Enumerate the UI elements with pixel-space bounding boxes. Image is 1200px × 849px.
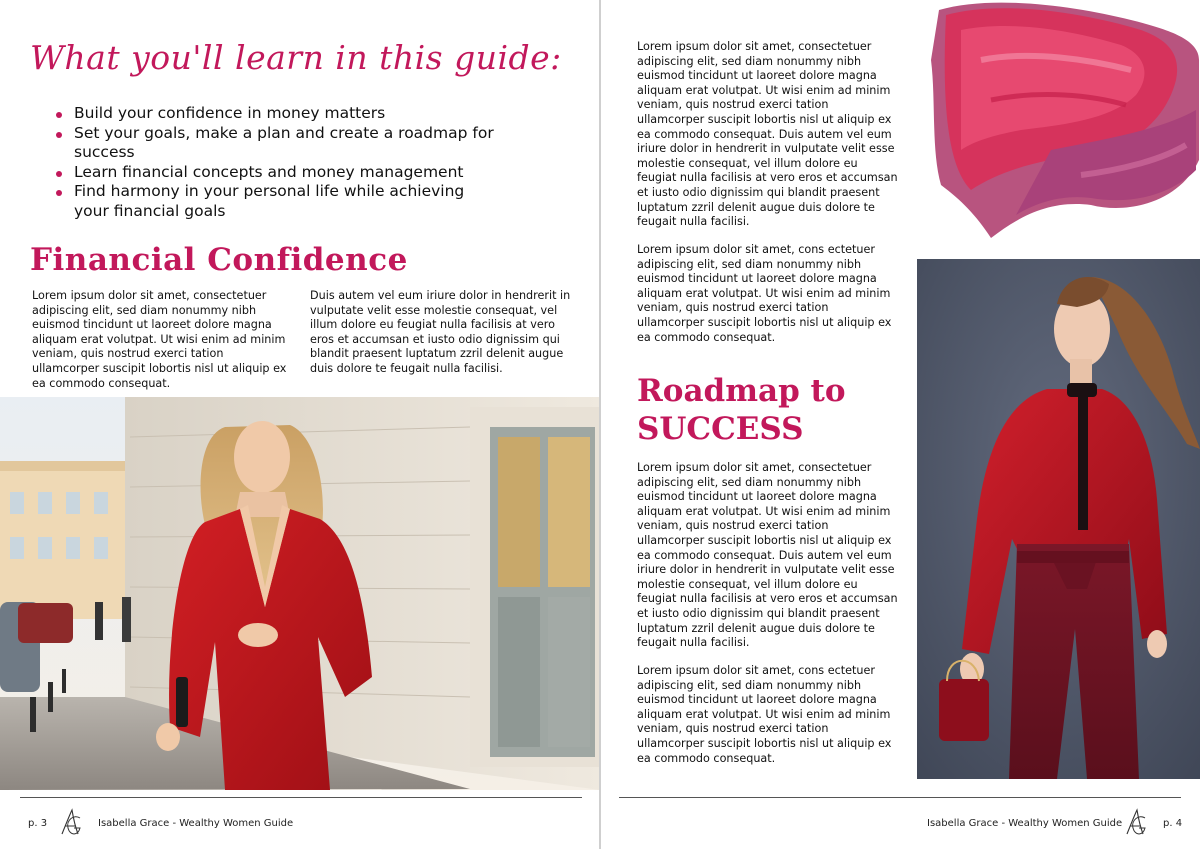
- lipstick-smear-image: [931, 0, 1200, 245]
- roadmap-heading: [637, 372, 846, 448]
- roadmap-heading-line-1: Roadmap to: [637, 373, 846, 409]
- right-page: [601, 0, 1200, 849]
- footer-title: Isabella Grace - Wealthy Women Guide: [927, 818, 1123, 829]
- right-body-block-1: Lorem ipsum dolor sit amet, consectetuer adipiscing elit, sed diam nonummy nibh euismod tincidunt ut laoreet dolore magna aliquam erat volutpat. Ut wisi enim ad minim veniam, quis nostrud exerci tation ullamcorper suscipit lobortis nisl ut aliquip ex ea commodo consequat. Duis autem vel eum iriure dolor in hendrerit in vulputate velit esse molestie consequat, vel illum dolore eu feugiat nulla facilisis at vero eros et accumsan et iusto odio dignissim qui blandit praesent luptatum zzril delenit augue duis dolore te feugait nulla facilisi.: [637, 40, 898, 229]
- street-fashion-photo: [0, 397, 600, 790]
- ag-monogram-icon: [1119, 806, 1151, 840]
- ag-monogram-icon: [54, 806, 86, 840]
- page-number: p. 3: [28, 818, 48, 829]
- list-item: Find harmony in your personal life while achieving your financial goals: [56, 182, 496, 221]
- footer-divider: [20, 797, 582, 798]
- list-item: Set your goals, make a plan and create a roadmap for success: [56, 124, 496, 163]
- guide-script-title: What you'll learn in this guide:: [30, 38, 562, 77]
- roadmap-heading-line-2: SUCCESS: [637, 411, 804, 447]
- list-item: Learn financial concepts and money management: [56, 163, 496, 183]
- page-number: p. 4: [1163, 818, 1183, 829]
- right-body-block-4: Lorem ipsum dolor sit amet, cons ectetuer adipiscing elit, sed diam nonummy nibh euismod tincidunt ut laoreet dolore magna aliquam erat volutpat. Ut wisi enim ad minim veniam, quis nostrud exerci tation ullamcorper suscipit lobortis nisl ut aliquip ex ea commodo consequat.: [637, 664, 892, 765]
- left-body-column-2: Duis autem vel eum iriure dolor in hendrerit in vulputate velit esse molestie consequat, vel illum dolore eu feugiat nulla facilisis at vero eros et accumsan et iusto odio dignissim qui blandit praesent luptatum zzril delenit augue duis dolore te feugait nulla facilisi.: [310, 289, 571, 375]
- list-item: Build your confidence in money matters: [56, 104, 496, 124]
- footer-title: Isabella Grace - Wealthy Women Guide: [98, 818, 294, 829]
- right-body-block-3: Lorem ipsum dolor sit amet, consectetuer adipiscing elit, sed diam nonummy nibh euismod tincidunt ut laoreet dolore magna aliquam erat volutpat. Ut wisi enim ad minim veniam, quis nostrud exerci tation ullamcorper suscipit lobortis nisl ut aliquip ex ea commodo consequat. Duis autem vel eum iriure dolor in hendrerit in vulputate velit esse molestie consequat, vel illum dolore eu feugiat nulla facilisis at vero eros et accumsan et iusto odio dignissim qui blandit praesent luptatum zzril delenit augue duis dolore te feugait nulla facilisi.: [637, 461, 898, 650]
- learn-list: [56, 104, 496, 221]
- financial-confidence-heading: Financial Confidence: [30, 242, 408, 278]
- footer-divider: [619, 797, 1181, 798]
- model-red-blouse-photo: [917, 259, 1200, 779]
- right-body-block-2: Lorem ipsum dolor sit amet, cons ectetuer adipiscing elit, sed diam nonummy nibh euismod tincidunt ut laoreet dolore magna aliquam erat volutpat. Ut wisi enim ad minim veniam, quis nostrud exerci tation ullamcorper suscipit lobortis nisl ut aliquip ex ea commodo consequat.: [637, 243, 892, 344]
- left-body-column-1: Lorem ipsum dolor sit amet, consectetuer adipiscing elit, sed diam nonummy nibh euismod tincidunt ut laoreet dolore magna aliquam erat volutpat. Ut wisi enim ad minim veniam, quis nostrud exerci tation ullamcorper suscipit lobortis nisl ut aliquip ex ea commodo consequat.: [32, 289, 287, 390]
